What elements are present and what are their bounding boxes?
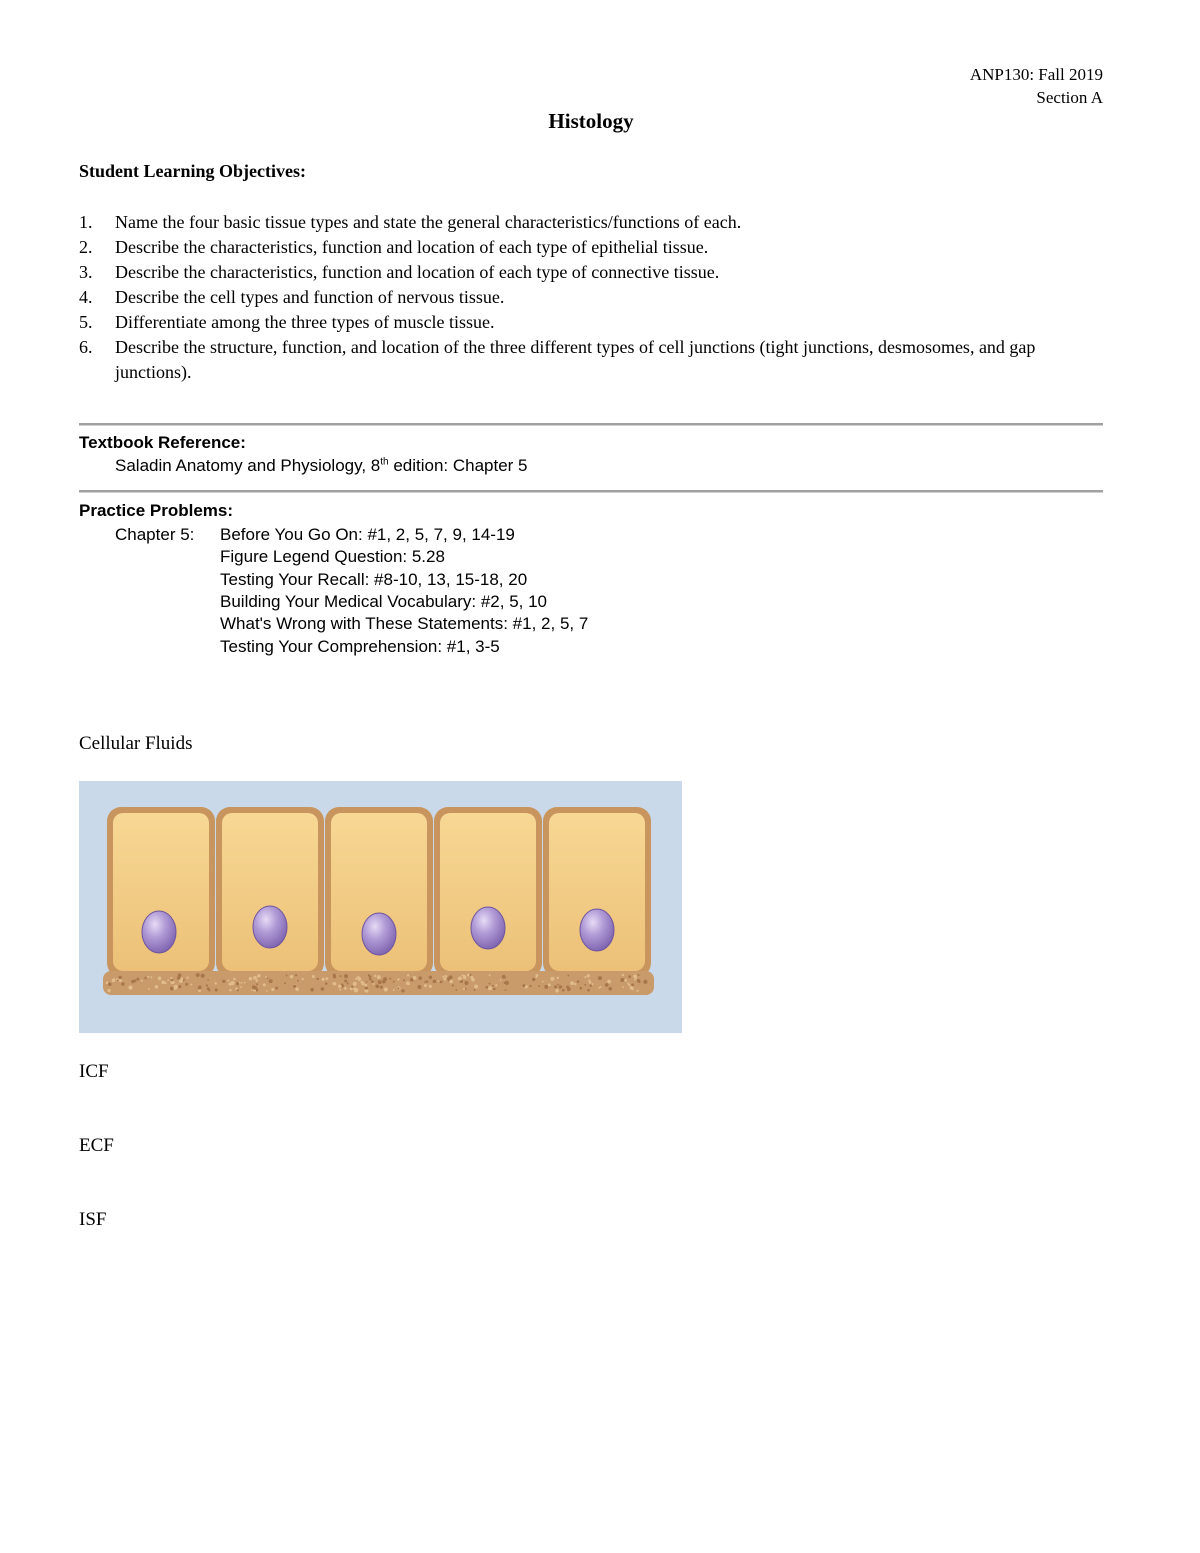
membrane-texture [443,976,445,978]
membrane-texture [632,988,634,990]
fluid-label-ecf: ECF [79,1135,114,1156]
membrane-texture [215,988,218,991]
membrane-texture [397,978,399,980]
cell-nucleus [253,906,287,948]
objective-text: Differentiate among the three types of muscle tissue. [115,312,495,332]
membrane-texture [522,984,525,987]
membrane-texture [605,983,609,987]
objective-number: 2. [79,237,93,257]
membrane-texture [458,976,462,980]
membrane-texture [326,977,329,980]
membrane-texture [587,974,590,977]
membrane-texture [340,975,342,977]
membrane-texture [295,987,299,991]
membrane-texture [355,978,357,980]
membrane-texture [374,975,376,977]
membrane-texture [407,974,409,976]
membrane-texture [312,975,315,978]
membrane-texture [598,976,602,980]
membrane-texture [635,977,637,979]
membrane-texture [353,982,357,986]
membrane-texture [186,977,188,979]
membrane-texture [372,983,374,985]
membrane-texture [377,975,381,979]
membrane-texture [344,987,347,990]
membrane-texture [592,983,594,985]
membrane-texture [393,989,395,991]
membrane-texture [622,986,624,988]
membrane-texture [302,978,304,980]
membrane-texture [492,985,494,987]
practice-item: Before You Go On: #1, 2, 5, 7, 9, 14-19 [220,525,515,544]
textbook-heading: Textbook Reference: [79,433,246,452]
membrane-texture [500,979,502,981]
membrane-texture [174,985,178,989]
objective-text: Describe the cell types and function of nervous tissue. [115,287,505,307]
objective-text: Describe the structure, function, and location of the three different types of cell junctions (tight junctions, desmosomes, and gap junctions). [115,337,1036,382]
membrane-texture [136,978,139,981]
membrane-texture [322,978,325,981]
membrane-texture [429,976,432,979]
membrane-texture [424,981,426,983]
membrane-texture [177,976,181,980]
objectives-list [79,210,1079,385]
objective-text: Name the four basic tissue types and state the general characteristics/functions of each. [115,212,742,232]
membrane-texture [241,982,243,984]
membrane-texture [574,983,576,985]
cell-nucleus [580,909,614,951]
membrane-texture [389,978,391,980]
cell-nucleus [362,913,396,955]
membrane-texture [286,975,288,977]
membrane-texture [579,987,582,990]
membrane-texture [624,979,627,982]
membrane-texture [437,980,439,982]
membrane-texture [350,987,353,990]
membrane-texture [369,978,372,981]
membrane-texture [119,976,122,979]
membrane-texture [554,985,557,988]
objective-item [79,210,1079,235]
membrane-texture [339,989,341,991]
membrane-texture [557,977,559,979]
membrane-texture [253,986,257,990]
membrane-texture [236,982,239,985]
membrane-texture [310,988,314,992]
membrane-texture [141,980,143,982]
membrane-texture [424,984,427,987]
membrane-texture [620,979,623,982]
membrane-texture [631,983,634,986]
membrane-texture [622,974,624,976]
membrane-texture [170,977,172,979]
membrane-texture [403,979,405,981]
membrane-texture [150,976,152,978]
membrane-texture [266,990,268,992]
membrane-texture [201,974,205,978]
objective-number: 5. [79,312,93,332]
membrane-texture [207,979,209,981]
membrane-texture [489,974,491,976]
membrane-texture [609,987,613,991]
textbook-chapter: edition: Chapter 5 [388,456,528,475]
membrane-texture [214,982,216,984]
cell-nucleus [142,911,176,953]
membrane-texture [570,981,574,985]
membrane-texture [196,973,200,977]
practice-item: Figure Legend Question: 5.28 [220,547,445,566]
membrane-texture [347,983,349,985]
membrane-texture [495,984,497,986]
section-divider [79,423,1103,426]
membrane-texture [257,974,261,978]
membrane-texture [393,981,395,983]
membrane-texture [358,977,362,981]
membrane-texture [119,979,122,982]
membrane-texture [447,977,451,981]
objective-item [79,235,1079,260]
membrane-texture [636,990,638,992]
membrane-texture [559,985,562,988]
membrane-texture [557,984,559,986]
membrane-texture [433,980,437,984]
membrane-texture [251,989,253,991]
membrane-texture [584,976,586,978]
membrane-texture [256,983,258,985]
membrane-texture [401,989,404,992]
membrane-texture [542,981,544,983]
membrane-texture [371,980,374,983]
membrane-texture [284,982,286,984]
membrane-texture [128,986,132,990]
membrane-texture [548,983,551,986]
membrane-texture [638,974,640,976]
membrane-texture [112,979,115,982]
edition-superscript: th [380,456,389,468]
membrane-texture [375,984,379,988]
membrane-texture [178,985,181,988]
membrane-texture [383,977,387,981]
membrane-texture [463,976,466,979]
membrane-texture [198,986,202,990]
membrane-texture [607,980,611,984]
membrane-texture [332,983,334,985]
membrane-texture [229,989,232,992]
membrane-texture [440,981,443,984]
membrane-texture [244,982,246,984]
objective-text: Describe the characteristics, function and location of each type of connective tissue. [115,262,720,282]
membrane-texture [267,977,269,979]
fluid-label-isf: ISF [79,1209,107,1230]
membrane-texture [577,980,580,983]
membrane-texture [249,977,253,981]
membrane-texture [366,981,368,983]
membrane-texture [344,980,347,983]
membrane-texture [148,988,150,990]
membrane-texture [634,979,636,981]
page-title: Histology [548,109,634,133]
membrane-texture [240,986,242,988]
membrane-texture [380,986,383,989]
membrane-texture [121,982,124,985]
practice-heading: Practice Problems: [79,501,234,520]
membrane-texture [317,978,319,980]
membrane-texture [155,985,159,989]
membrane-texture [567,987,571,991]
membrane-texture [485,986,488,989]
membrane-texture [233,978,236,981]
membrane-texture [271,988,274,991]
membrane-texture [530,985,532,987]
membrane-texture [295,974,297,976]
objectives-heading: Student Learning Objectives: [79,161,306,181]
practice-chapter: Chapter 5: [115,525,195,544]
practice-item: Testing Your Comprehension: #1, 3-5 [220,637,500,656]
membrane-texture [369,975,372,978]
membrane-texture [535,974,538,977]
section-divider [79,490,1103,493]
membrane-texture [190,984,192,986]
membrane-texture [397,987,399,989]
membrane-texture [117,979,119,981]
membrane-texture [628,984,630,986]
membrane-texture [236,989,238,991]
membrane-texture [325,982,328,985]
membrane-texture [179,979,183,983]
epithelium-illustration [79,781,682,1033]
membrane-texture [133,979,136,982]
membrane-texture [489,983,491,985]
membrane-texture [474,985,478,989]
membrane-texture [426,980,428,982]
membrane-texture [444,978,447,981]
membrane-texture [158,977,162,981]
practice-item: Testing Your Recall: #8-10, 13, 15-18, 20 [220,570,528,589]
objective-text: Describe the characteristics, function and location of each type of epithelial tissue. [115,237,709,257]
membrane-texture [589,984,592,987]
membrane-texture [198,989,201,992]
membrane-texture [555,989,559,993]
membrane-texture [462,974,464,976]
membrane-texture [467,974,470,977]
objective-number: 1. [79,212,93,232]
membrane-texture [429,985,432,988]
membrane-texture [293,985,296,988]
membrane-texture [562,989,565,992]
objective-item [79,310,1079,335]
section-label: Section A [1036,88,1103,107]
membrane-texture [108,982,112,986]
membrane-texture [445,975,448,978]
membrane-texture [167,979,169,981]
membrane-texture [505,989,507,991]
membrane-texture [418,976,421,979]
membrane-texture [338,984,342,988]
membrane-texture [290,975,293,978]
membrane-texture [471,978,475,982]
membrane-texture [643,980,647,984]
membrane-texture [344,974,348,978]
membrane-texture [256,979,258,981]
membrane-texture [222,980,225,983]
textbook-reference [115,456,528,476]
membrane-texture [493,988,496,991]
membrane-texture [378,980,382,984]
textbook-title: Saladin Anatomy and Physiology, 8 [115,456,381,475]
objective-item [79,335,1079,385]
membrane-texture [297,980,299,982]
membrane-texture [365,987,368,990]
membrane-texture [568,975,570,977]
objective-number: 3. [79,262,93,282]
membrane-texture [364,984,367,987]
membrane-texture [361,982,364,985]
membrane-texture [455,989,457,991]
cell-nucleus [471,907,505,949]
membrane-texture [321,987,324,990]
membrane-texture [275,987,278,990]
membrane-texture [107,989,110,992]
objective-number: 4. [79,287,93,307]
membrane-texture [185,983,188,986]
membrane-texture [474,989,476,991]
membrane-texture [538,985,540,987]
membrane-texture [488,986,492,990]
membrane-texture [206,984,208,986]
membrane-texture [452,984,454,986]
membrane-texture [600,986,602,988]
membrane-texture [502,975,506,979]
cellular-fluids-heading: Cellular Fluids [79,733,193,754]
membrane-texture [544,985,548,989]
practice-item: Building Your Medical Vocabulary: #2, 5, 10 [220,592,548,611]
membrane-texture [413,976,417,980]
membrane-texture [532,978,535,981]
membrane-texture [505,981,509,985]
membrane-texture [145,978,147,980]
membrane-texture [639,982,641,984]
membrane-texture [550,977,554,981]
objective-item [79,260,1079,285]
objective-number: 6. [79,337,93,357]
membrane-texture [589,981,592,984]
membrane-texture [265,976,267,978]
membrane-texture [587,989,590,992]
objective-item [79,285,1079,310]
membrane-texture [463,988,465,990]
membrane-texture [355,988,358,991]
membrane-texture [253,976,257,980]
fluid-label-icf: ICF [79,1061,109,1082]
membrane-texture [333,974,336,977]
membrane-texture [230,981,234,985]
membrane-texture [584,984,586,986]
membrane-texture [170,987,174,991]
membrane-texture [147,976,149,978]
membrane-texture [207,987,210,990]
membrane-texture [161,980,165,984]
practice-item: What's Wrong with These Statements: #1, 2, 5, 7 [220,614,589,633]
membrane-texture [269,979,273,983]
course-label: ANP130: Fall 2019 [969,65,1103,84]
membrane-texture [628,975,631,978]
membrane-texture [464,981,468,985]
membrane-texture [263,983,266,986]
membrane-texture [406,981,410,985]
membrane-texture [227,980,229,982]
membrane-texture [384,987,388,991]
membrane-texture [418,985,422,989]
